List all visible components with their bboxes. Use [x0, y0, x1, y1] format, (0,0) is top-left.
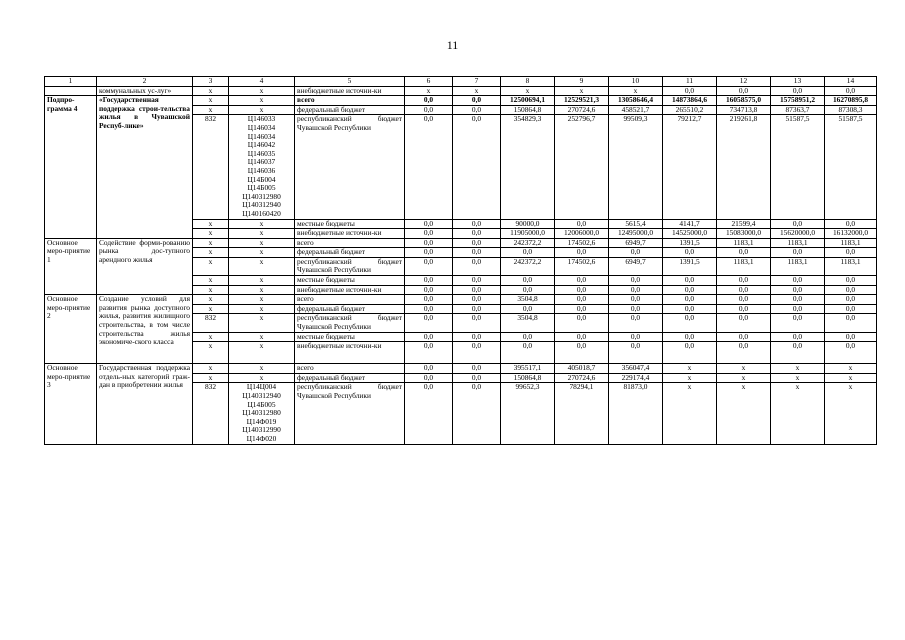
value-cell: х	[663, 383, 717, 444]
value-cell: 51587,5	[771, 115, 825, 219]
value-cell: 0,0	[717, 295, 771, 305]
program-name: Содействие форми-рованию рынка дос-тупного арендного жилья	[97, 238, 193, 295]
responsible-code: х	[193, 219, 229, 229]
value-cell: 252796,7	[555, 115, 609, 219]
column-number: 7	[453, 77, 501, 87]
value-cell: 0,0	[771, 314, 825, 332]
target-code: Ц146033 Ц146034 Ц146034 Ц146042 Ц146035 Ц146037 Ц146036 Ц14Б004 Ц14Б005 Ц140312980 Ц140312940 Ц140160420	[229, 115, 295, 219]
row-label: Подпро-грамма 4	[45, 96, 97, 239]
value-cell: 0,0	[663, 276, 717, 286]
value-cell: х	[717, 373, 771, 383]
value-cell: х	[717, 364, 771, 374]
value-cell: 11905000,0	[501, 229, 555, 239]
target-code: х	[229, 86, 295, 96]
value-cell: 0,0	[453, 314, 501, 332]
value-cell: 1183,1	[717, 257, 771, 275]
responsible-code: х	[193, 364, 229, 374]
value-cell: 0,0	[609, 295, 663, 305]
value-cell: 3504,8	[501, 314, 555, 332]
table-row	[45, 86, 877, 96]
value-cell: 0,0	[405, 257, 453, 275]
value-cell: 13058646,4	[609, 96, 663, 106]
value-cell: 0,0	[405, 373, 453, 383]
value-cell: 0,0	[771, 304, 825, 314]
value-cell: 21599,4	[717, 219, 771, 229]
value-cell: 0,0	[453, 115, 501, 219]
column-number: 6	[405, 77, 453, 87]
value-cell: 14873864,6	[663, 96, 717, 106]
target-code: х	[229, 364, 295, 374]
value-cell: 0,0	[555, 332, 609, 342]
table-row	[45, 295, 877, 305]
value-cell: 150864,8	[501, 373, 555, 383]
value-cell: 0,0	[555, 314, 609, 332]
value-cell: х	[825, 373, 877, 383]
value-cell: 0,0	[405, 105, 453, 115]
value-cell: 150864,8	[501, 105, 555, 115]
program-name: «Государственная поддержка строи-тельства жилья в Чувашской Респуб-лике»	[97, 96, 193, 239]
value-cell: 0,0	[609, 285, 663, 295]
value-cell: 0,0	[405, 285, 453, 295]
program-name: коммунальных ус-луг»	[97, 86, 193, 96]
value-cell: 265510,2	[663, 105, 717, 115]
target-code: х	[229, 342, 295, 364]
value-cell: х	[501, 86, 555, 96]
value-cell: 0,0	[609, 248, 663, 258]
value-cell: 12006000,0	[555, 229, 609, 239]
value-cell: 174502,6	[555, 257, 609, 275]
value-cell: 0,0	[453, 248, 501, 258]
value-cell: 270724,6	[555, 373, 609, 383]
value-cell: 1183,1	[717, 238, 771, 248]
value-cell: 0,0	[453, 276, 501, 286]
value-cell: 15758951,2	[771, 96, 825, 106]
value-cell: 16058575,0	[717, 96, 771, 106]
value-cell: 1183,1	[825, 238, 877, 248]
value-cell: 0,0	[453, 257, 501, 275]
value-cell: 6949,7	[609, 238, 663, 248]
responsible-code: х	[193, 248, 229, 258]
target-code: х	[229, 314, 295, 332]
budget-table	[44, 76, 877, 445]
value-cell: 0,0	[555, 285, 609, 295]
value-cell: 270724,6	[555, 105, 609, 115]
value-cell: 0,0	[405, 115, 453, 219]
value-cell: 0,0	[663, 342, 717, 364]
page-number: 11	[446, 38, 459, 52]
value-cell: 0,0	[717, 332, 771, 342]
value-cell: 0,0	[453, 332, 501, 342]
value-cell: 0,0	[717, 342, 771, 364]
value-cell: 0,0	[453, 105, 501, 115]
value-cell: х	[771, 383, 825, 444]
value-cell: 0,0	[663, 304, 717, 314]
value-cell: 242372,2	[501, 257, 555, 275]
value-cell: 0,0	[825, 295, 877, 305]
value-cell: 0,0	[771, 295, 825, 305]
value-cell: 0,0	[453, 304, 501, 314]
value-cell: 0,0	[609, 276, 663, 286]
column-number: 1	[45, 77, 97, 87]
funding-source: всего	[295, 238, 405, 248]
value-cell: 354829,3	[501, 115, 555, 219]
value-cell: 0,0	[771, 276, 825, 286]
value-cell: 3504,8	[501, 295, 555, 305]
funding-source: федеральный бюджет	[295, 373, 405, 383]
column-number: 11	[663, 77, 717, 87]
funding-source: внебюджетные источни-ки	[295, 229, 405, 239]
funding-source: федеральный бюджет	[295, 248, 405, 258]
responsible-code: х	[193, 342, 229, 364]
value-cell: 5615,4	[609, 219, 663, 229]
value-cell: 0,0	[717, 304, 771, 314]
value-cell: 0,0	[663, 314, 717, 332]
value-cell: 0,0	[663, 295, 717, 305]
value-cell: 0,0	[771, 332, 825, 342]
row-label: Основное меро-приятие 3	[45, 364, 97, 444]
funding-source: всего	[295, 96, 405, 106]
value-cell: 0,0	[405, 304, 453, 314]
value-cell: 219261,8	[717, 115, 771, 219]
funding-source: внебюджетные источни-ки	[295, 86, 405, 96]
value-cell: 0,0	[717, 285, 771, 295]
value-cell: 0,0	[771, 219, 825, 229]
row-label	[45, 86, 97, 96]
value-cell: х	[771, 364, 825, 374]
program-name: Государственная поддержка отдель-ных категорий граж-дан в приобретении жилья	[97, 364, 193, 444]
target-code: х	[229, 285, 295, 295]
value-cell: 12495000,0	[609, 229, 663, 239]
responsible-code: 832	[193, 314, 229, 332]
value-cell: 0,0	[825, 304, 877, 314]
funding-source: внебюджетные источни-ки	[295, 342, 405, 364]
value-cell: 0,0	[405, 314, 453, 332]
value-cell: 0,0	[825, 314, 877, 332]
value-cell: 87308,3	[825, 105, 877, 115]
value-cell: х	[453, 86, 501, 96]
value-cell: 0,0	[501, 276, 555, 286]
target-code: х	[229, 295, 295, 305]
value-cell: 0,0	[453, 238, 501, 248]
value-cell: 0,0	[717, 248, 771, 258]
value-cell: 12529521,3	[555, 96, 609, 106]
value-cell: 0,0	[825, 332, 877, 342]
target-code: х	[229, 276, 295, 286]
value-cell: 81873,0	[609, 383, 663, 444]
value-cell: 0,0	[453, 96, 501, 106]
funding-source: местные бюджеты	[295, 219, 405, 229]
column-number: 14	[825, 77, 877, 87]
value-cell: 0,0	[825, 219, 877, 229]
responsible-code: х	[193, 257, 229, 275]
value-cell: 0,0	[501, 304, 555, 314]
value-cell: 405018,7	[555, 364, 609, 374]
value-cell: 0,0	[405, 96, 453, 106]
value-cell: 0,0	[663, 285, 717, 295]
target-code: х	[229, 332, 295, 342]
value-cell: х	[609, 86, 663, 96]
column-number: 3	[193, 77, 229, 87]
value-cell: х	[771, 373, 825, 383]
target-code: Ц14Ц004 Ц140312940 Ц14Б005 Ц140312980 Ц14Ф019 Ц140312990 Ц14Ф020	[229, 383, 295, 444]
funding-source: внебюджетные источни-ки	[295, 285, 405, 295]
table-row	[45, 364, 877, 374]
value-cell: 12500694,1	[501, 96, 555, 106]
value-cell: 0,0	[555, 304, 609, 314]
value-cell: 0,0	[609, 314, 663, 332]
value-cell: 0,0	[609, 342, 663, 364]
value-cell: 0,0	[825, 276, 877, 286]
responsible-code: х	[193, 238, 229, 248]
value-cell: 734713,8	[717, 105, 771, 115]
value-cell: 0,0	[453, 285, 501, 295]
responsible-code: х	[193, 96, 229, 106]
value-cell: 0,0	[405, 276, 453, 286]
target-code: х	[229, 238, 295, 248]
value-cell: 0,0	[405, 238, 453, 248]
value-cell: 1183,1	[825, 257, 877, 275]
value-cell: 0,0	[771, 86, 825, 96]
value-cell: 87363,7	[771, 105, 825, 115]
responsible-code: х	[193, 295, 229, 305]
target-code: х	[229, 105, 295, 115]
column-number: 12	[717, 77, 771, 87]
column-number: 4	[229, 77, 295, 87]
responsible-code: х	[193, 105, 229, 115]
value-cell: х	[555, 86, 609, 96]
value-cell: 51587,5	[825, 115, 877, 219]
value-cell: 78294,1	[555, 383, 609, 444]
value-cell: 0,0	[453, 219, 501, 229]
value-cell: х	[405, 86, 453, 96]
row-label: Основное меро-приятие 2	[45, 295, 97, 364]
value-cell: 395517,1	[501, 364, 555, 374]
value-cell: 0,0	[405, 342, 453, 364]
value-cell: 0,0	[453, 342, 501, 364]
value-cell: 0,0	[453, 295, 501, 305]
target-code: х	[229, 304, 295, 314]
value-cell: 0,0	[405, 383, 453, 444]
responsible-code: 832	[193, 383, 229, 444]
value-cell: 0,0	[405, 248, 453, 258]
value-cell: 0,0	[555, 295, 609, 305]
value-cell: 0,0	[555, 342, 609, 364]
value-cell: 0,0	[825, 285, 877, 295]
value-cell: 0,0	[453, 373, 501, 383]
target-code: х	[229, 257, 295, 275]
value-cell: 1391,5	[663, 238, 717, 248]
value-cell: 174502,6	[555, 238, 609, 248]
value-cell: 0,0	[717, 314, 771, 332]
column-number: 9	[555, 77, 609, 87]
column-number: 2	[97, 77, 193, 87]
value-cell: 242372,2	[501, 238, 555, 248]
value-cell: 0,0	[501, 342, 555, 364]
value-cell: 0,0	[771, 248, 825, 258]
column-number: 8	[501, 77, 555, 87]
table-row	[45, 96, 877, 106]
value-cell: 0,0	[453, 364, 501, 374]
value-cell: 16132000,0	[825, 229, 877, 239]
funding-source: федеральный бюджет	[295, 304, 405, 314]
column-number: 5	[295, 77, 405, 87]
value-cell: 0,0	[501, 285, 555, 295]
target-code: х	[229, 219, 295, 229]
value-cell: 0,0	[453, 229, 501, 239]
value-cell: 0,0	[405, 219, 453, 229]
value-cell: 0,0	[555, 219, 609, 229]
column-number: 13	[771, 77, 825, 87]
value-cell: 0,0	[663, 86, 717, 96]
value-cell: 99652,3	[501, 383, 555, 444]
value-cell: 99509,3	[609, 115, 663, 219]
value-cell: 6949,7	[609, 257, 663, 275]
funding-source: республиканский бюджет Чувашской Республики	[295, 257, 405, 275]
value-cell: 0,0	[771, 285, 825, 295]
value-cell: 0,0	[717, 276, 771, 286]
responsible-code: х	[193, 373, 229, 383]
funding-source: местные бюджеты	[295, 332, 405, 342]
value-cell: 90000,0	[501, 219, 555, 229]
program-name: Создание условий для развития рынка доступного жилья, развития жилищного строительства, в том числе строительства жилья экономиче-ского класса	[97, 295, 193, 364]
responsible-code: 832	[193, 115, 229, 219]
value-cell: 79212,7	[663, 115, 717, 219]
responsible-code: х	[193, 285, 229, 295]
funding-source: всего	[295, 364, 405, 374]
value-cell: 0,0	[717, 86, 771, 96]
value-cell: 0,0	[609, 332, 663, 342]
target-code: х	[229, 96, 295, 106]
value-cell: 15083000,0	[717, 229, 771, 239]
value-cell: 1183,1	[771, 238, 825, 248]
column-number: 10	[609, 77, 663, 87]
responsible-code: х	[193, 86, 229, 96]
value-cell: 0,0	[663, 332, 717, 342]
table-row	[45, 238, 877, 248]
funding-source: республиканский бюджет Чувашской Республики	[295, 383, 405, 444]
value-cell: 14525000,0	[663, 229, 717, 239]
target-code: х	[229, 248, 295, 258]
value-cell: 0,0	[771, 342, 825, 364]
value-cell: 0,0	[825, 86, 877, 96]
funding-source: местные бюджеты	[295, 276, 405, 286]
value-cell: 0,0	[453, 383, 501, 444]
value-cell: 0,0	[825, 248, 877, 258]
value-cell: 229174,4	[609, 373, 663, 383]
value-cell: 0,0	[609, 304, 663, 314]
funding-source: всего	[295, 295, 405, 305]
value-cell: 0,0	[501, 332, 555, 342]
value-cell: х	[717, 383, 771, 444]
value-cell: 0,0	[825, 342, 877, 364]
value-cell: 0,0	[405, 229, 453, 239]
value-cell: 1391,5	[663, 257, 717, 275]
funding-source: республиканский бюджет Чувашской Республики	[295, 314, 405, 332]
target-code: х	[229, 229, 295, 239]
value-cell: 356047,4	[609, 364, 663, 374]
value-cell: 0,0	[501, 248, 555, 258]
responsible-code: х	[193, 332, 229, 342]
value-cell: 0,0	[405, 295, 453, 305]
value-cell: 1183,1	[771, 257, 825, 275]
value-cell: 458521,7	[609, 105, 663, 115]
value-cell: 0,0	[555, 276, 609, 286]
value-cell: 4141,7	[663, 219, 717, 229]
responsible-code: х	[193, 276, 229, 286]
value-cell: х	[663, 364, 717, 374]
value-cell: 0,0	[555, 248, 609, 258]
value-cell: 15620000,0	[771, 229, 825, 239]
value-cell: х	[663, 373, 717, 383]
value-cell: 0,0	[405, 364, 453, 374]
responsible-code: х	[193, 229, 229, 239]
responsible-code: х	[193, 304, 229, 314]
target-code: х	[229, 373, 295, 383]
header-row	[45, 77, 877, 87]
value-cell: х	[825, 383, 877, 444]
funding-source: федеральный бюджет	[295, 105, 405, 115]
value-cell: 0,0	[405, 332, 453, 342]
row-label: Основное меро-приятие 1	[45, 238, 97, 295]
funding-source: республиканский бюджет Чувашской Республики	[295, 115, 405, 219]
value-cell: 0,0	[663, 248, 717, 258]
value-cell: 16270895,8	[825, 96, 877, 106]
value-cell: х	[825, 364, 877, 374]
